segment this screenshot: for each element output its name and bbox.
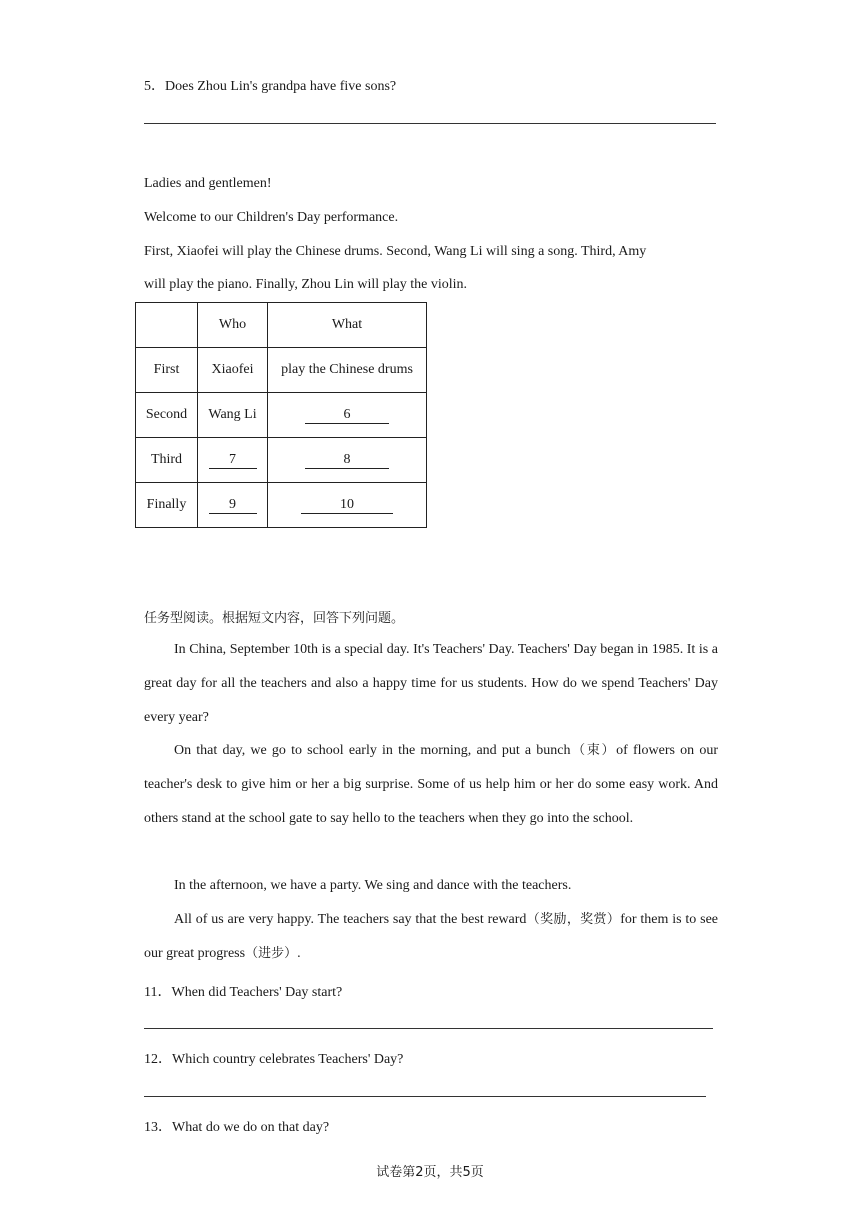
paragraph-4-text-b: for them is to see our great progress [144,912,718,961]
section-instruction: 任务型阅读。根据短文内容，回答下列问题。 [144,611,405,626]
table-cell-who [198,438,268,483]
question-13: 13．What do we do on that day? [144,1120,330,1135]
paragraph-2-text-a: On that day, we go to school early in the morning, and put a bunch [174,743,571,758]
paragraph-3 [144,869,718,903]
page-footer: 试卷第2页，共5页 [376,1165,484,1180]
table-header-empty [136,303,198,348]
table-cell-what [268,483,427,528]
table-header-what: What [268,303,427,348]
table-cell-order: Finally [136,483,198,528]
table-cell-what [268,393,427,438]
blank-8[interactable]: 8 [305,452,389,469]
welcome-line: Welcome to our Children's Day performance. [144,210,399,225]
table-cell-who: Xiaofei [198,348,268,393]
table-row [136,393,427,438]
question-5: 5．Does Zhou Lin's grandpa have five sons? [144,79,397,94]
question-12: 12．Which country celebrates Teachers' Day? [144,1052,404,1067]
blank-9[interactable]: 9 [209,497,257,514]
paragraph-3-text: In the afternoon, we have a party. We sing and dance with the teachers. [174,878,572,893]
table-cell-order: First [136,348,198,393]
gloss-reward: （奖励，奖赏） [526,912,621,927]
table-cell-who: Wang Li [198,393,268,438]
paragraph-4-text-c: . [297,945,301,961]
answer-line-12 [144,1096,706,1097]
table-row [136,438,427,483]
performance-table [135,302,427,528]
table-header-row [136,303,427,348]
table-cell-order: Third [136,438,198,483]
passage1-line2: will play the piano. Finally, Zhou Lin will play the violin. [144,277,467,292]
paragraph-4 [144,903,718,971]
gloss-progress: （进步） [245,945,298,961]
blank-10[interactable]: 10 [301,497,393,514]
answer-line-11 [144,1028,713,1029]
table-cell-order: Second [136,393,198,438]
answer-line-5 [144,123,716,124]
greeting-line: Ladies and gentlemen! [144,176,272,191]
paragraph-2-text-b: of flowers on our teacher's desk to give him or her a big surprise. Some of us help him or her do some easy work. And others stand at the school gate to say hello to the teachers when they go into the school. [144,743,718,826]
paragraph-1-text: In China, September 10th is a special day. It's Teachers' Day. Teachers' Day began in 1985. It is a great day for all the teachers and also a happy time for us students. How do we spend Teachers' Day every year? [144,642,718,725]
table-cell-what: play the Chinese drums [268,348,427,393]
passage1-line1: First, Xiaofei will play the Chinese drums. Second, Wang Li will sing a song. Third, Amy [144,244,647,259]
paragraph-1 [144,633,718,734]
table-header-who: Who [198,303,268,348]
paragraph-4-text-a: All of us are very happy. The teachers say that the best reward [174,912,527,927]
blank-7[interactable]: 7 [209,452,257,469]
table-row [136,348,427,393]
blank-6[interactable]: 6 [305,407,389,424]
paragraph-2 [144,734,718,835]
table-cell-who [198,483,268,528]
table-row [136,483,427,528]
gloss-bunch: （束） [570,743,617,758]
question-11: 11．When did Teachers' Day start? [144,985,343,1000]
table-cell-what [268,438,427,483]
